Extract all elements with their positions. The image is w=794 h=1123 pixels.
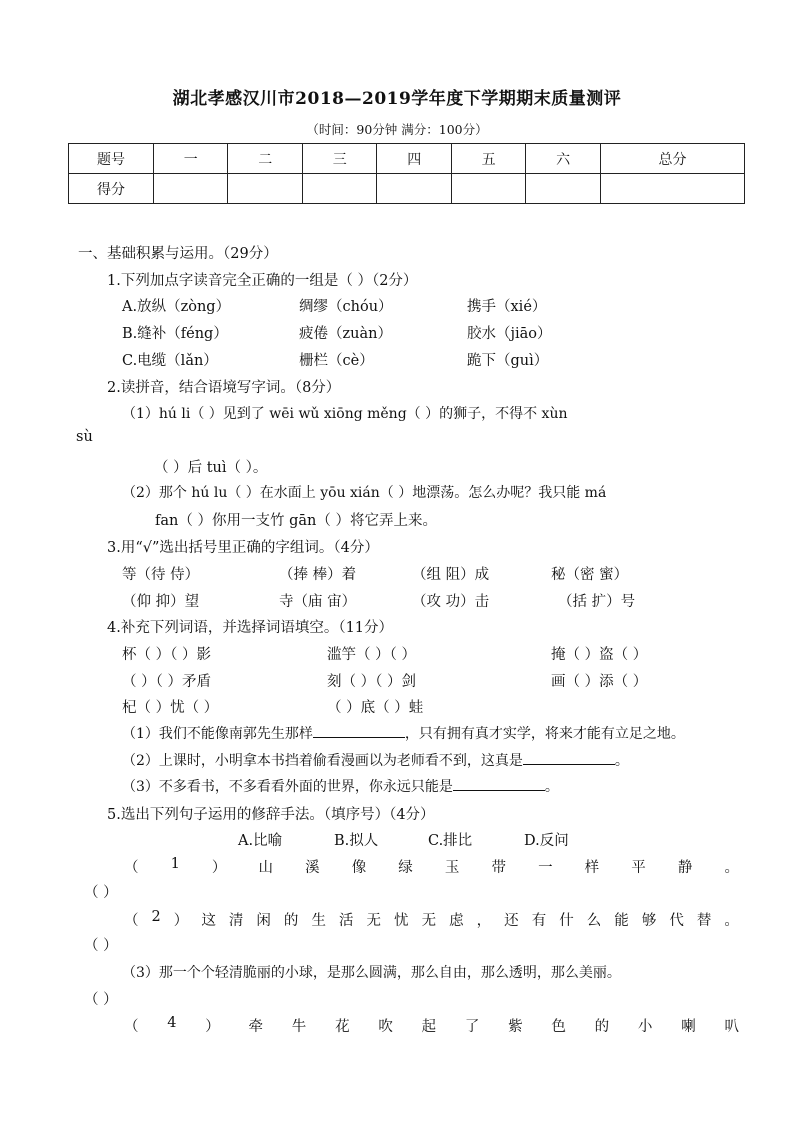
q5-char: 4 [167, 1015, 177, 1031]
q1-option: B.缝补（féng） [122, 326, 228, 342]
q5-char: 吹 [378, 1019, 393, 1035]
q5-answer-blank[interactable]: （ ） [84, 885, 118, 901]
q5-char: 能 [614, 913, 629, 929]
q5-char: 无 [421, 913, 437, 929]
q5-option: D.反问 [524, 833, 569, 849]
q5-char: 。 [724, 913, 739, 929]
q5-char: 替 [696, 913, 712, 929]
score-cell: 题号 [69, 144, 154, 174]
q5-char: 有 [531, 913, 547, 929]
q2-line: （ ）后 tuì（ ）。 [154, 460, 268, 476]
score-input-cell[interactable] [526, 174, 600, 204]
q4-idiom: 杯（ ）（ ）影 [122, 647, 211, 663]
q5-char: 忧 [394, 913, 409, 929]
q4-idiom: 掩（ ）盗（ ） [551, 647, 648, 663]
q3-item: 秘（密 蜜） [551, 567, 629, 583]
q5-sentence-1 [124, 856, 739, 877]
score-cell: 五 [451, 144, 525, 174]
q5-char: 喇 [681, 1019, 696, 1035]
q5-char: 么 [586, 913, 602, 929]
q5-sentence-3: （3）那一个个轻清脆丽的小球，是那么圆满，那么自由，那么透明，那么美丽。 [122, 965, 621, 981]
score-table-score-row [69, 174, 745, 204]
q1-option: 栅栏（cè） [299, 353, 374, 369]
q1-option: C.电缆（lǎn） [122, 353, 218, 369]
q5-char: 生 [311, 913, 326, 929]
q5-option: C.排比 [428, 833, 473, 849]
score-cell: 四 [377, 144, 451, 174]
q5-char: 静 [677, 860, 693, 876]
q4-sentence-text: 。 [614, 753, 629, 769]
q5-char: 虑 [449, 913, 464, 929]
score-input-cell[interactable] [302, 174, 376, 204]
q5-char: 牵 [248, 1019, 264, 1035]
q5-char: 色 [551, 1019, 566, 1035]
q5-char: 还 [504, 913, 519, 929]
q2-line: fan（ ）你用一支竹 gān（ ）将它弄上来。 [155, 513, 437, 529]
q3-item: （括 扩）号 [558, 594, 636, 610]
q5-char: 。 [724, 860, 739, 876]
q5-char: 1 [170, 856, 180, 872]
q5-char: 溪 [305, 860, 320, 876]
q5-char: 一 [538, 860, 553, 876]
q1-stem: 1.下列加点字读音完全正确的一组是（ ）（2分） [107, 273, 418, 289]
q5-char: 活 [338, 913, 354, 929]
score-cell: 二 [228, 144, 302, 174]
score-table-header-row [69, 144, 745, 174]
q1-option: 跪下（guì） [467, 353, 549, 369]
q2-stem: 2.读拼音，结合语境写字词。（8分） [107, 380, 341, 396]
q4-sentence-text: （1）我们不能像南郭先生那样 [122, 726, 313, 742]
q4-sentence-text: （3）不多看书，不多看看外面的世界，你永远只能是 [122, 779, 453, 795]
score-cell: 总分 [600, 144, 744, 174]
q5-char: 绿 [398, 860, 413, 876]
q1-option: 携手（xié） [467, 299, 547, 315]
score-cell: 一 [154, 144, 228, 174]
q5-char: 什 [559, 913, 574, 929]
q5-char: （ [124, 913, 139, 929]
q5-char: 样 [584, 860, 600, 876]
q2-line: （2）那个 hú lu（ ）在水面上 yōu xián（ ）地漂荡。怎么办呢？我只能 má [122, 485, 607, 501]
q5-sentence-4 [124, 1015, 739, 1036]
q5-char: 代 [669, 913, 684, 929]
score-input-cell[interactable] [377, 174, 451, 204]
answer-blank[interactable] [523, 750, 615, 765]
q5-char: 闲 [256, 913, 271, 929]
q5-char: 了 [464, 1019, 480, 1035]
score-input-cell[interactable] [154, 174, 228, 204]
q5-char: ） [211, 860, 227, 876]
score-input-cell[interactable] [451, 174, 525, 204]
q5-char: ， [476, 913, 492, 929]
q3-item: 等（待 侍） [122, 567, 200, 583]
q5-char: （ [124, 860, 139, 876]
q2-line: sù [76, 429, 93, 445]
score-input-cell[interactable] [600, 174, 744, 204]
score-table [68, 143, 745, 204]
score-cell: 三 [302, 144, 376, 174]
q5-char: 带 [491, 860, 506, 876]
q5-char: 像 [351, 860, 367, 876]
q3-item: （攻 功）击 [412, 594, 490, 610]
q5-char: 的 [283, 913, 299, 929]
q4-sentence-2 [122, 750, 629, 770]
q4-idiom: 杞（ ）忧（ ） [122, 700, 219, 716]
q4-idiom: 刻（ ）（ ）剑 [327, 674, 416, 690]
q3-item: 寺（庙 宙） [279, 594, 357, 610]
q5-char: ） [205, 1019, 220, 1035]
score-cell: 六 [526, 144, 600, 174]
q5-char: 2 [151, 909, 161, 925]
q1-option: A.放纵（zòng） [122, 299, 231, 315]
q5-answer-blank[interactable]: （ ） [84, 938, 118, 954]
q4-sentence-text: 。 [544, 779, 559, 795]
q5-char: 够 [641, 913, 657, 929]
q4-sentence-1 [122, 723, 685, 743]
q1-option: 胶水（jiāo） [467, 326, 552, 342]
q5-char: （ [124, 1019, 139, 1035]
q5-option: A.比喻 [238, 833, 283, 849]
q3-item: （捧 棒）着 [279, 567, 357, 583]
q4-sentence-text: ，只有拥有真才实学，将来才能有立足之地。 [404, 726, 685, 742]
q3-item: （仰 抑）望 [122, 594, 200, 610]
exam-subtitle: （时间：90分钟 满分：100分） [306, 122, 488, 137]
q5-char: 平 [631, 860, 646, 876]
q1-option: 疲倦（zuàn） [299, 326, 392, 342]
q5-stem: 5.选出下列句子运用的修辞手法。（填序号）（4分） [107, 807, 435, 823]
q5-char: 小 [637, 1019, 653, 1035]
q3-item: （组 阻）成 [412, 567, 490, 583]
score-input-cell[interactable] [228, 174, 302, 204]
q5-char: 的 [594, 1019, 610, 1035]
exam-title: 湖北孝感汉川市2018—2019学年度下学期期末质量测评 [172, 89, 622, 109]
q5-char: ） [173, 913, 189, 929]
q5-char: 山 [258, 860, 274, 876]
q5-char: 起 [421, 1019, 437, 1035]
q5-answer-blank[interactable]: （ ） [84, 992, 118, 1008]
q4-stem: 4.补充下列词语，并选择词语填空。（11分） [107, 620, 394, 636]
q4-sentence-text: （2）上课时，小明拿本书挡着偷看漫画以为老师看不到，这真是 [122, 753, 523, 769]
q5-char: 无 [366, 913, 382, 929]
q5-char: 花 [335, 1019, 350, 1035]
q5-char: 紫 [508, 1019, 523, 1035]
section-heading: 一、基础积累与运用。（29分） [78, 246, 278, 262]
answer-blank[interactable] [313, 723, 405, 738]
q5-sentence-2 [124, 909, 739, 930]
q5-char: 清 [228, 913, 244, 929]
q4-idiom: （ ）（ ）矛盾 [122, 674, 211, 690]
q5-option: B.拟人 [334, 833, 379, 849]
q4-idiom: 滥竽（ ）（ ） [327, 647, 416, 663]
q3-stem: 3.用“√”选出括号里正确的字组词。（4分） [107, 540, 379, 556]
q4-idiom: （ ）底（ ）蛙 [327, 700, 424, 716]
q5-char: 叭 [724, 1019, 739, 1035]
q4-sentence-3 [122, 776, 559, 796]
answer-blank[interactable] [453, 776, 545, 791]
q5-char: 玉 [444, 860, 460, 876]
score-cell: 得分 [69, 174, 154, 204]
q1-option: 绸缪（chóu） [299, 299, 393, 315]
q4-idiom: 画（ ）添（ ） [551, 674, 648, 690]
q5-char: 牛 [291, 1019, 307, 1035]
q2-line: （1）hú li（ ）见到了 wēi wǔ xiōng měng（ ）的狮子，不得不 xùn [122, 406, 568, 422]
q5-char: 这 [201, 913, 216, 929]
